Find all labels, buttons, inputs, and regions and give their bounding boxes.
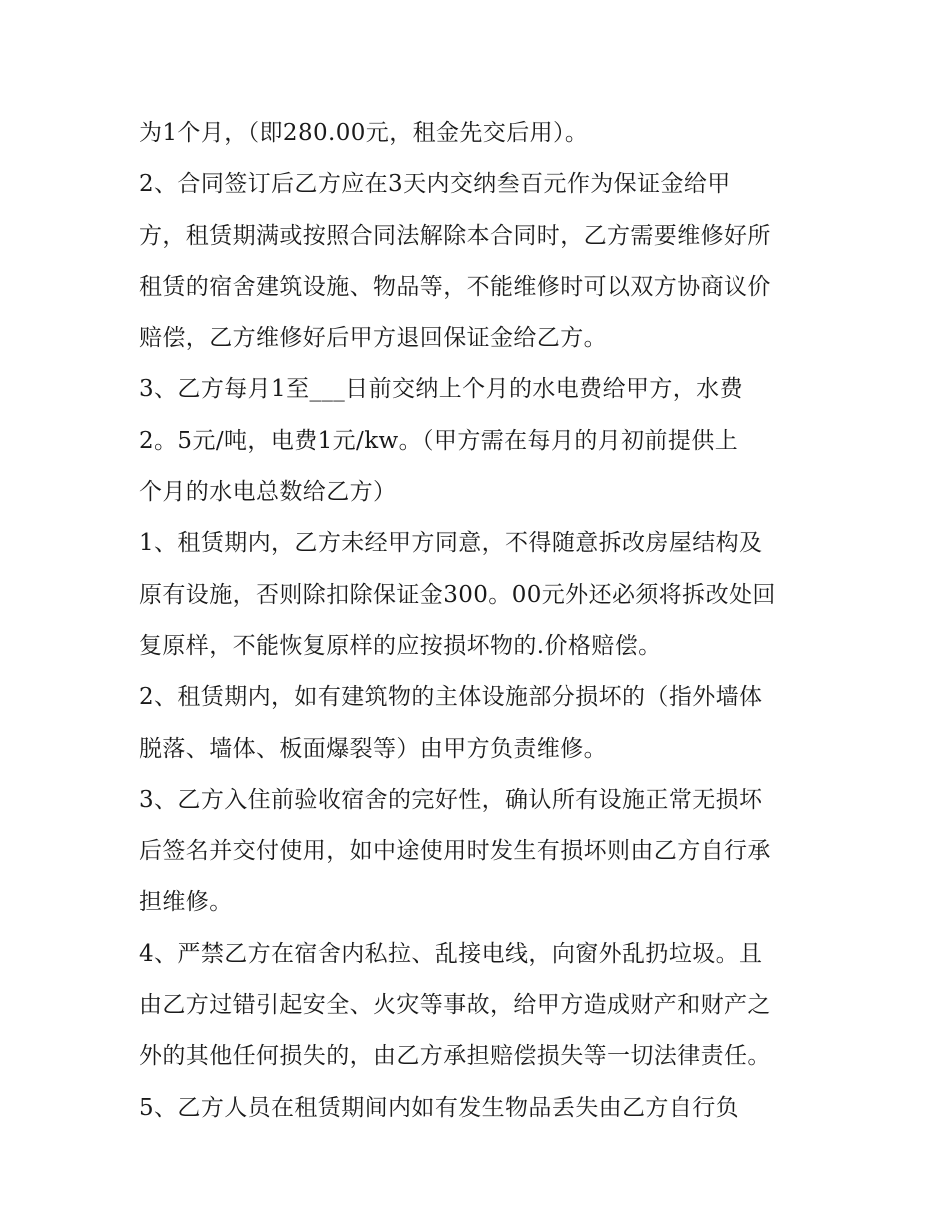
text-line: 脱落、墙体、板面爆裂等）由甲方负责维修。: [139, 735, 607, 762]
text-line: 原有设施，否则除扣除保证金300。00元外还必须将拆改处回: [139, 581, 776, 608]
text-line: 赔偿，乙方维修好后甲方退回保证金给乙方。: [139, 325, 607, 352]
text-line: 2。5元/吨，电费1元/kw。（甲方需在每月的月初前提供上: [139, 427, 739, 454]
text-line: 4、严禁乙方在宿舍内私拉、乱接电线，向窗外乱扔垃圾。且: [139, 940, 763, 967]
text-line: 担维修。: [139, 889, 233, 916]
text-line: 为1个月，（即280.00元，租金先交后用）。: [139, 120, 589, 146]
contract-text: [139, 108, 819, 1134]
text-line: 复原样，不能恢复原样的应按损坏物的.价格赔偿。: [139, 632, 662, 659]
text-line: 2、租赁期内，如有建筑物的主体设施部分损坏的（指外墙体: [139, 684, 763, 711]
text-line: 方，租赁期满或按照合同法解除本合同时，乙方需要维修好所: [139, 222, 771, 249]
text-line: 3、乙方入住前验收宿舍的完好性，确认所有设施正常无损坏: [139, 786, 763, 813]
text-line: 2、合同签订后乙方应在3天内交纳叁百元作为保证金给甲: [139, 171, 731, 198]
text-line: 5、乙方人员在租赁期间内如有发生物品丢失由乙方自行负: [139, 1094, 740, 1121]
text-line: 由乙方过错引起安全、火灾等事故，给甲方造成财产和财产之: [139, 992, 771, 1019]
text-line: 3、乙方每月1至___日前交纳上个月的水电费给甲方，水费: [139, 376, 743, 403]
text-line: 个月的水电总数给乙方）: [139, 479, 397, 506]
text-line: 租赁的宿舍建筑设施、物品等，不能维修时可以双方协商议价: [139, 273, 771, 300]
text-line: 后签名并交付使用，如中途使用时发生有损坏则由乙方自行承: [139, 838, 771, 865]
text-line: 外的其他任何损失的，由乙方承担赔偿损失等一切法律责任。: [139, 1043, 771, 1070]
text-line: 1、租赁期内，乙方未经甲方同意，不得随意拆改房屋结构及: [139, 530, 763, 557]
